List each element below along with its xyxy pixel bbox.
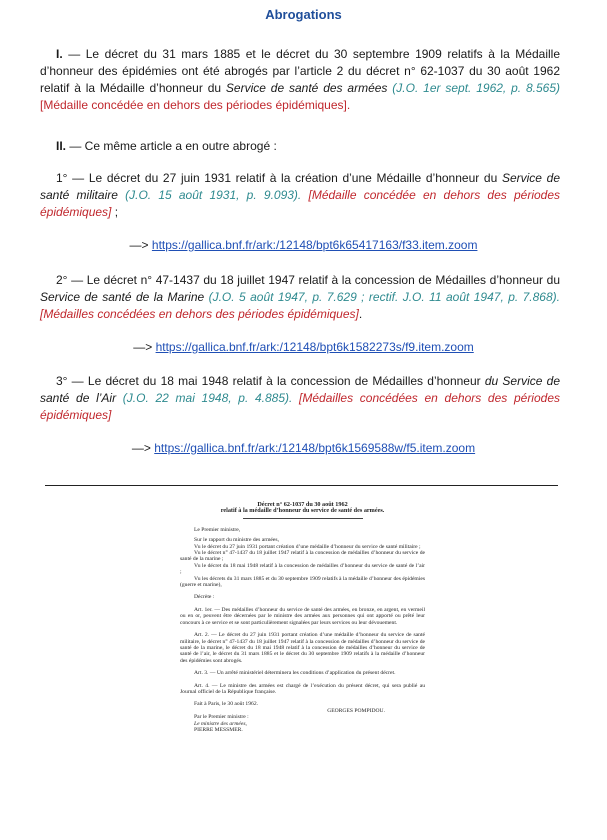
link-line-2 (0, 340, 607, 354)
jo-reference: (J.O. 1er sept. 1962, p. 8.565) (392, 81, 560, 95)
tail: ; (111, 205, 119, 219)
item-text: 3° — Le décret du 18 mai 1948 relatif à la concession de Médailles d’honneur (56, 374, 485, 388)
decree-signer: GEORGES POMPIDOU. (327, 707, 385, 714)
italic-text: Service de santé des armées (225, 81, 388, 95)
link-line-1 (0, 238, 607, 252)
red-note: [Médailles concédées en dehors des périodes épidémiques] (40, 391, 560, 422)
item-text: 1° — Le décret du 27 juin 1931 relatif à la création d’une Médaille d’honneur du (56, 171, 502, 185)
arrow-icon: —> (129, 238, 149, 252)
italic-text: Service de santé militaire (40, 171, 560, 202)
item-1 (40, 170, 560, 221)
red-note: [Médaille concédée en dehors des périodes épidémiques]. (40, 98, 351, 112)
item-2 (40, 272, 560, 323)
decree-line: Vu les décrets du 31 mars 1885 et du 30 septembre 1909 relatifs à la médaille d’honneur des épidémies (guerre et marine), (180, 575, 425, 589)
decree-line: Vu le décret du 27 juin 1931 portant création d’une médaille d’honneur du service de santé militaire ; (194, 543, 421, 550)
gallica-link-1[interactable]: https://gallica.bnf.fr/ark:/12148/bpt6k65417163/f33.item.zoom (151, 238, 478, 252)
decree-date: Fait à Paris, le 30 août 1962. (194, 701, 259, 708)
paragraph-text: — Ce même article a en outre abrogé : (66, 139, 277, 153)
decree-line: Vu le décret n° 47-1437 du 18 juillet 1947 relatif à la concession de médailles d’honneur du service de santé de la marine ; (180, 550, 425, 563)
red-note: [Médaille concédée en dehors des périodes épidémiques] (40, 188, 561, 219)
decree-rule (243, 518, 363, 519)
arrow-icon: —> (131, 441, 151, 455)
red-note: [Médailles concédées en dehors des périodes épidémiques] (40, 307, 359, 321)
decree-header: Décret n° 62-1037 du 30 août 1962 (257, 501, 348, 508)
decree-article: Art. 1er. — Des médailles d’honneur du service de santé des armées, en bronze, en argent, en vermeil ou en or, peuvent être décernées par le ministre des armées aux personnes qui ont apporté ou prêté leur concours à ce service et se sont particulièrement signalées par leurs services ou leur dévouement. (180, 606, 425, 626)
decree-line: Le ministre des armées, (194, 720, 247, 727)
section-number: II. (56, 139, 67, 153)
decree-line: PIERRE MESSMER. (194, 726, 243, 733)
item-text: 2° — Le décret n° 47-1437 du 18 juillet 1947 relatif à la concession de Médailles d’honneur du (56, 273, 560, 287)
jo-reference: (J.O. 22 mai 1948, p. 4.885). (122, 391, 293, 405)
decree-line: Vu le décret du 18 mai 1948 relatif à la concession de médailles d’honneur du service de santé de l’air ; (180, 562, 425, 576)
jo-reference: (J.O. 5 août 1947, p. 7.629 ; rectif. J.O. 11 août 1947, p. 7.868). (208, 290, 560, 304)
decree-line: Décrète : (194, 594, 215, 601)
decree-line: Sur le rapport du ministre des armées, (194, 537, 279, 544)
link-line-3 (0, 441, 607, 455)
decree-article: Art. 4. — Le ministre des armées est chargé de l’exécution du présent décret, qui sera publié au Journal officiel de la République française. (180, 682, 425, 695)
scanned-decree-image (180, 502, 425, 834)
gallica-link-3[interactable]: https://gallica.bnf.fr/ark:/12148/bpt6k1569588w/f5.item.zoom (154, 441, 476, 455)
italic-text: du Service de santé de l’Air (40, 374, 560, 405)
tail: . (358, 307, 363, 321)
paragraph-abrogation-ii (40, 138, 560, 155)
horizontal-divider (45, 485, 558, 486)
arrow-icon: —> (133, 340, 153, 354)
jo-reference: (J.O. 15 août 1931, p. 9.093). (125, 188, 302, 202)
decree-article: Art. 3. — Un arrêté ministériel déterminera les conditions d’application du présent décret. (194, 670, 396, 677)
paragraph-text: — Le décret du 31 mars 1885 et le décret du 30 septembre 1909 relatifs à la Médaille d’honneur des épidémies ont été abrogés par l’article 2 du décret n° 62-1037 du 30 août 1962 relatif à la Médaille d’honneur du (40, 47, 560, 95)
paragraph-abrogation-i (40, 46, 560, 114)
page-title: Abrogations (265, 7, 342, 22)
decree-line: Le Premier ministre, (194, 526, 241, 533)
item-3 (40, 373, 560, 424)
gallica-link-2[interactable]: https://gallica.bnf.fr/ark:/12148/bpt6k1582273s/f9.item.zoom (155, 340, 474, 354)
decree-line: Par le Premier ministre : (194, 714, 249, 721)
decree-subheader: relatif à la médaille d’honneur du service de santé des armées. (220, 507, 385, 515)
italic-text: Service de santé de la Marine (40, 290, 205, 304)
section-number: I. (56, 47, 63, 61)
decree-article: Art. 2. — Le décret du 27 juin 1931 portant création d’une médaille d’honneur du service de santé militaire, le décret n° 47-1437 du 18 juillet 1947 relatif à la concession de médailles d’honneur du service de santé de la marine, le décret du 18 mai 1948 relatif à la concession de médailles d’honneur du service de santé de l’air, le décret du 31 mars 1885 et le décret du 30 septembre 1909 relatifs à la médaille d’honneur des épidémies sont abrogés. (180, 632, 425, 664)
